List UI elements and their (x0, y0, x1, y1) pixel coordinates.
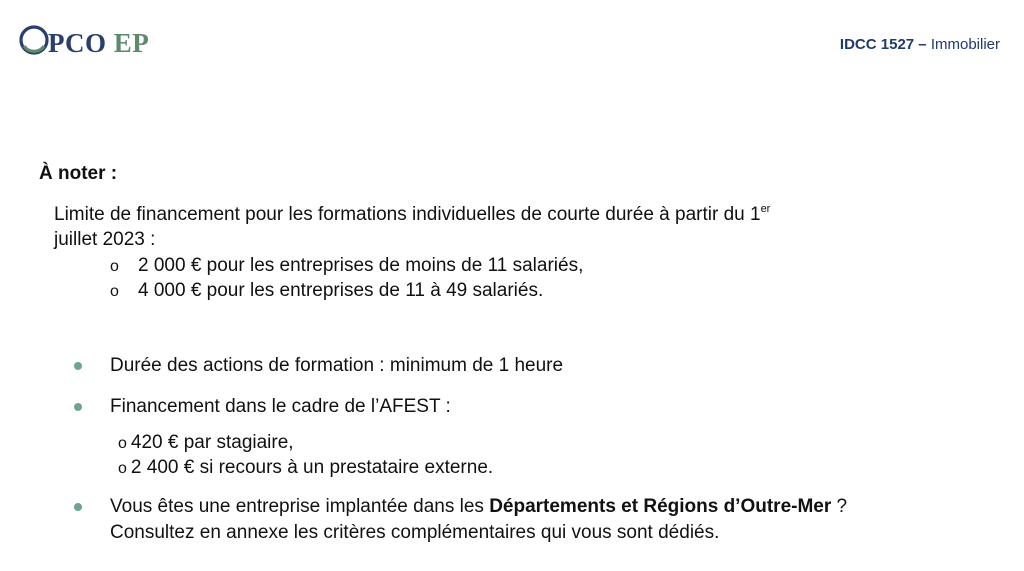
header-dash: – (918, 36, 927, 53)
note-intro-sup: er (760, 203, 771, 215)
list-item-text: 4 000 € pour les entreprises de 11 à 49 salariés. (138, 280, 544, 301)
dom-before: Vous êtes une entreprise implantée dans les (110, 496, 490, 517)
bullet-duration: Durée des actions de formation : minimum de 1 heure (110, 355, 564, 376)
note-title: À noter : (39, 163, 118, 184)
list-item (110, 278, 543, 304)
bullet-dom (110, 494, 910, 546)
hollow-bullet-icon: o (110, 258, 119, 275)
bullet-afest: Financement dans le cadre de l’AFEST : (110, 396, 451, 417)
logo-pco: PCO (48, 28, 107, 58)
opco-ep-logo (18, 22, 168, 64)
idcc-sector: Immobilier (930, 36, 1000, 53)
hollow-bullet-icon: o (110, 283, 119, 300)
dom-bold: Départements et Régions d’Outre-Mer (489, 496, 832, 517)
list-item-text: 420 € par stagiaire, (130, 432, 294, 453)
hollow-bullet-icon: o (118, 435, 127, 452)
note-intro (54, 202, 914, 252)
header-idcc (840, 36, 1000, 53)
list-item-text: 2 400 € si recours à un prestataire externe. (130, 457, 494, 478)
logo-wordmark (48, 28, 149, 59)
bullet-dot-icon (74, 403, 82, 411)
bullet-dot-icon (74, 503, 82, 511)
list-item (118, 430, 294, 456)
logo-ep: EP (113, 28, 150, 58)
list-item (110, 253, 583, 279)
list-item (118, 455, 493, 481)
bullet-dot-icon (74, 362, 82, 370)
idcc-code: IDCC 1527 (839, 36, 915, 53)
note-intro-end: juillet 2023 : (54, 229, 156, 250)
note-intro-main: Limite de financement pour les formations individuelles de courte durée à partir du 1 (54, 204, 761, 225)
dom-after: ? Consultez en annexe les critères complémentaires qui vous sont dédiés. (110, 496, 848, 543)
list-item-text: 2 000 € pour les entreprises de moins de 11 salariés, (138, 255, 584, 276)
logo-ring-icon (18, 24, 50, 56)
hollow-bullet-icon: o (118, 460, 127, 477)
